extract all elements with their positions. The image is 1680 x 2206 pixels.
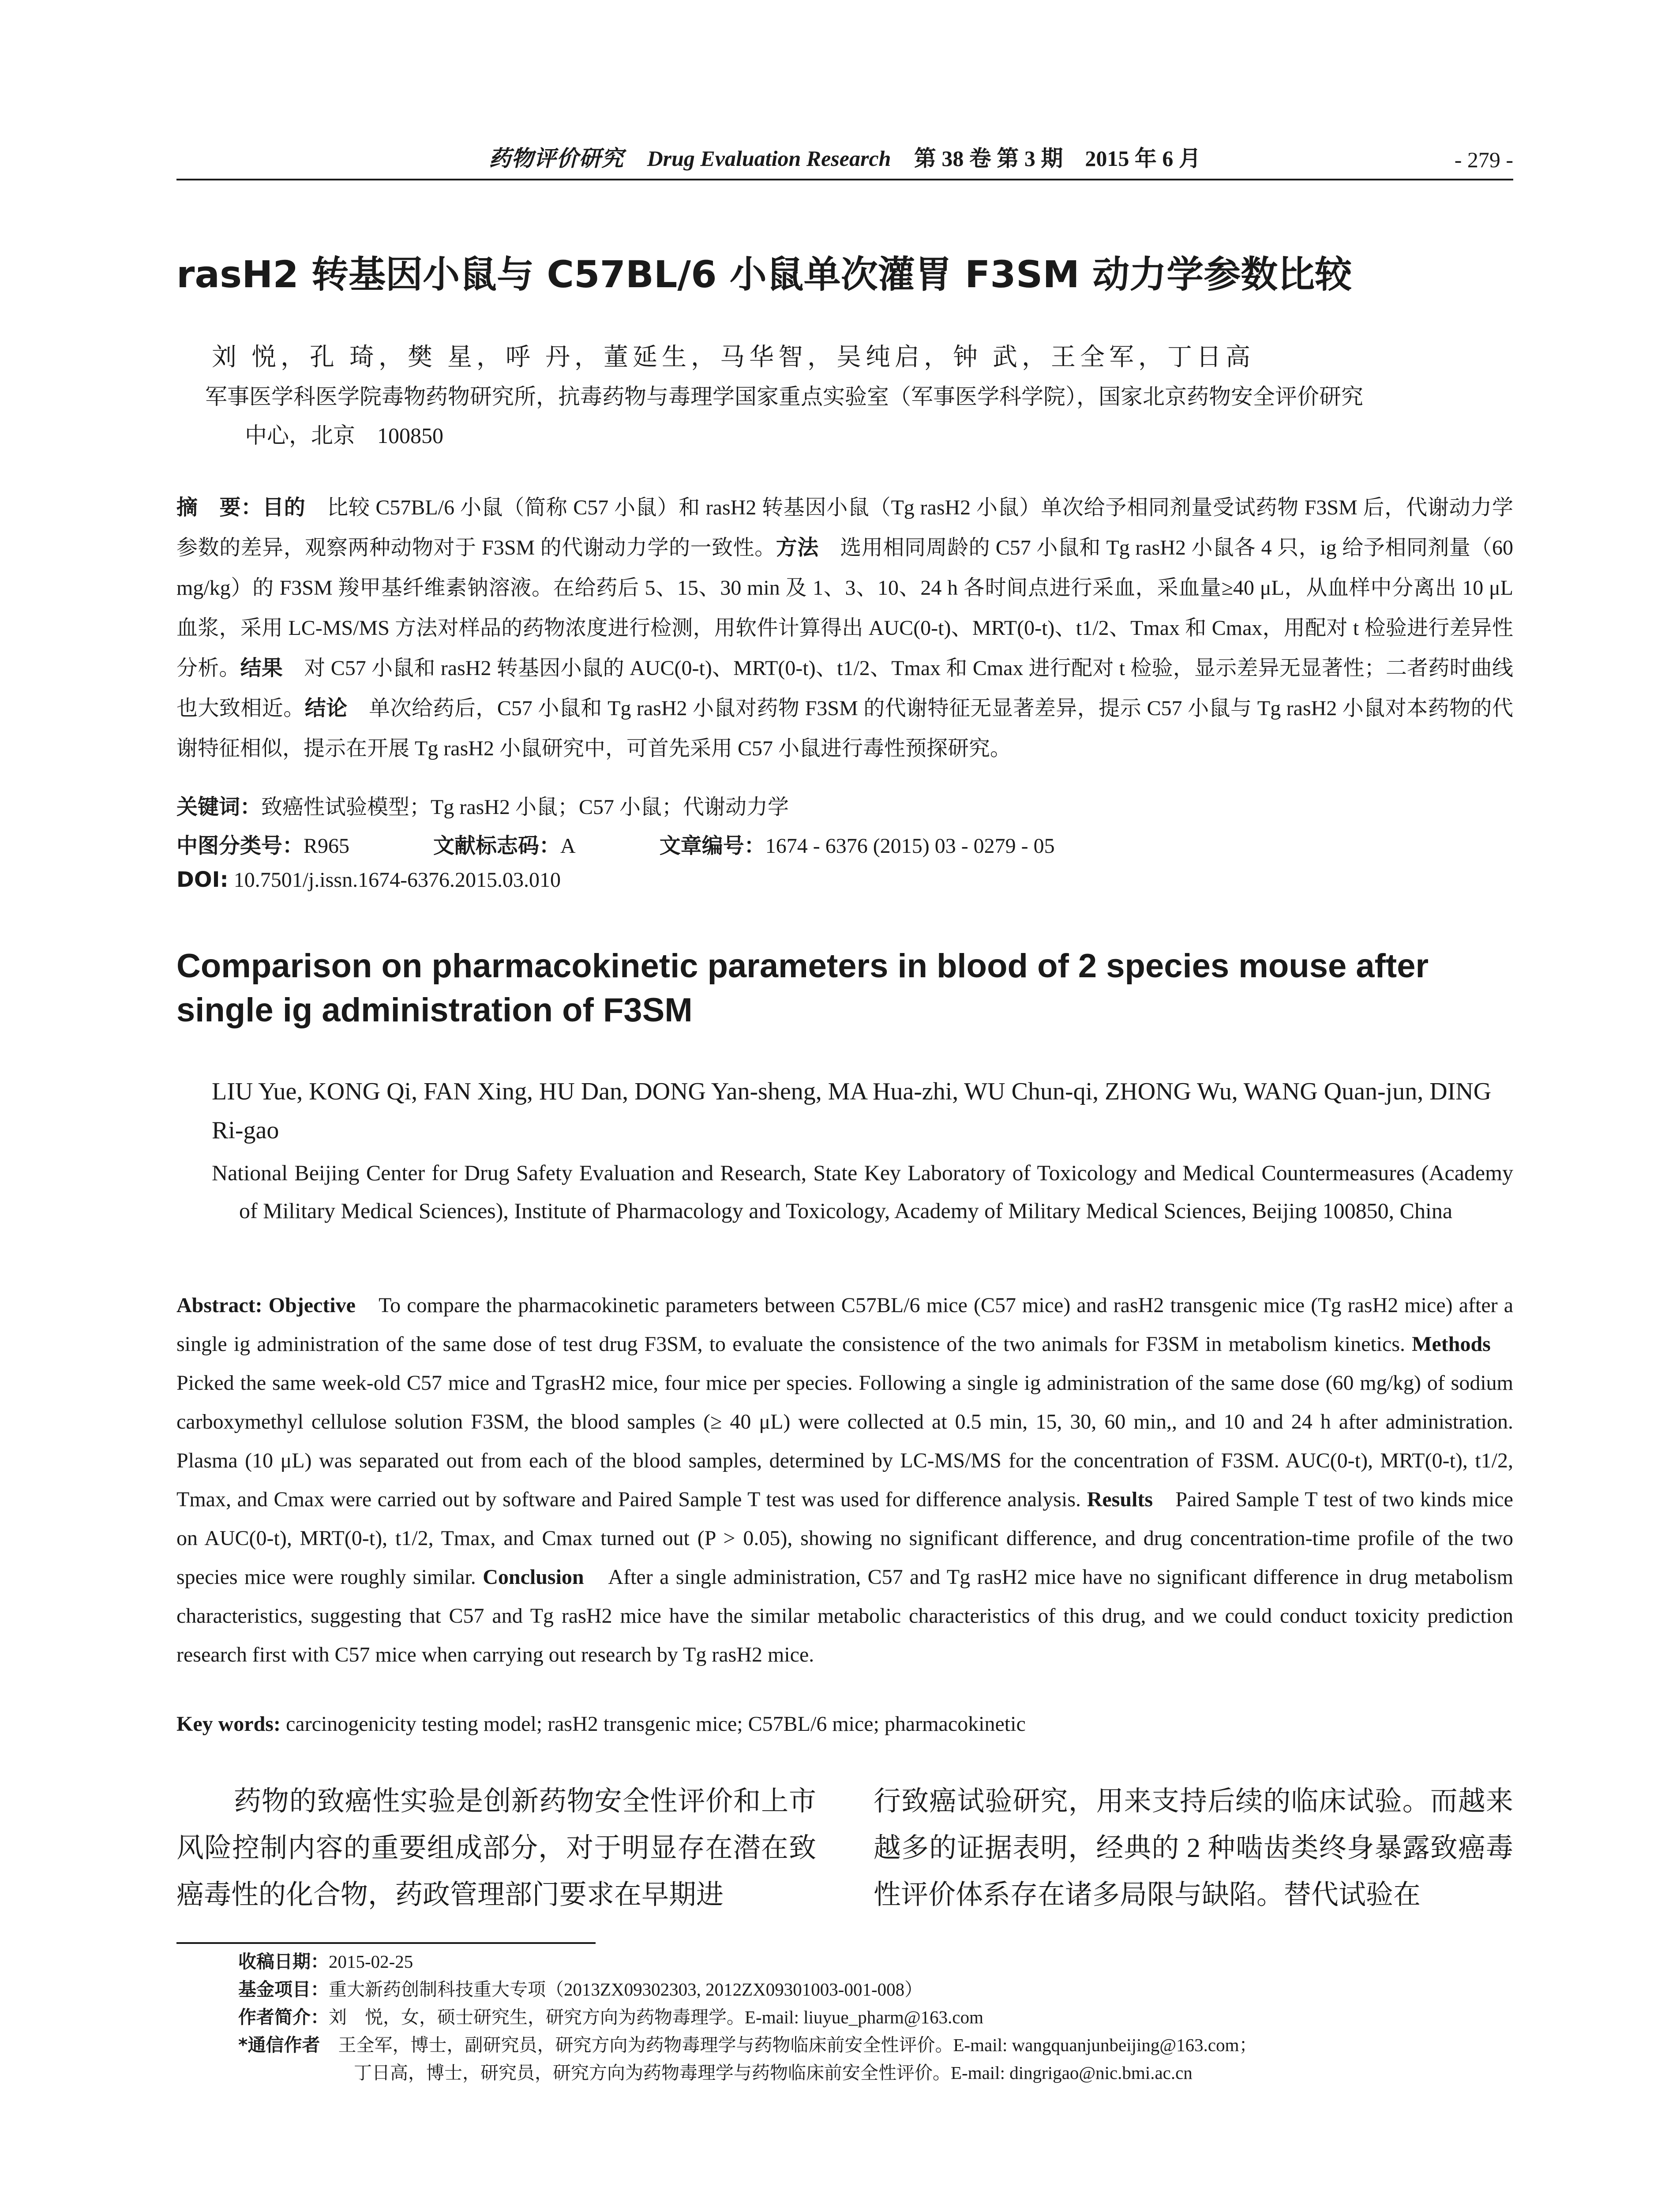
corr-value-2: 丁日高，博士，研究员，研究方向为药物毒理学与药物临床前安全性评价。E-mail: dingrigao@nic.bmi.ac.cn (354, 2063, 1192, 2083)
cn-affiliation-line2: 中心，北京 100850 (245, 423, 443, 448)
issue-info: 第 38 卷 第 3 期 (914, 146, 1063, 171)
fund-value: 重大新药创制科技重大专项（2013ZX09302303, 2012ZX09301003-001-008） (329, 1979, 923, 2000)
author-label: 作者简介： (238, 2007, 329, 2028)
en-title: Comparison on pharmacokinetic parameters in blood of 2 species mouse after single ig administration of F3SM (176, 947, 1429, 1029)
received-label: 收稿日期： (238, 1951, 329, 1972)
en-objective-text: To compare the pharmacokinetic parameters between C57BL/6 mice (C57 mice) and rasH2 transgenic mice (Tg rasH2 mice) after a single ig administration of the same dose of test drug F3SM, to evaluate the consistence of the two animals for F3SM in metabolism kinetics. (176, 1294, 1513, 1356)
en-abstract-label: Abstract: Objective (176, 1294, 356, 1317)
cn-methods-label: 方法 (776, 535, 819, 560)
cn-results-text: 对 C57 小鼠和 rasH2 转基因小鼠的 AUC(0-t)、MRT(0-t)、t1/2、Tmax 和 Cmax 进行配对 t 检验，显示差异无显著性；二者药时曲线也大致相近。 (176, 657, 1513, 720)
doi-label: DOI: (176, 867, 229, 892)
corr-value-1: 王全军，博士，副研究员，研究方向为药物毒理学与药物临床前安全性评价。E-mail: wangquanjunbeijing@163.com； (320, 2035, 1257, 2055)
header-center (176, 141, 1513, 173)
footnote-corresponding (238, 2031, 1513, 2059)
en-methods-label: Methods (1412, 1332, 1491, 1356)
cn-objective-text: 比较 C57BL/6 小鼠（简称 C57 小鼠）和 rasH2 转基因小鼠（Tg rasH2 小鼠）单次给予相同剂量受试药物 F3SM 后，代谢动力学参数的差异，观察两种动物对于 F3SM 的代谢动力学的一致性。 (176, 496, 1513, 559)
en-abstract (176, 1286, 1513, 1674)
cn-affiliation-line1: 军事医学科医学院毒物药物研究所，抗毒药物与毒理学国家重点实验室（军事医学科学院），国家北京药物安全评价研究 (205, 384, 1363, 409)
author-value: 刘 悦，女，硕士研究生，研究方向为药物毒理学。E-mail: liuyue_pharm@163.com (329, 2007, 984, 2027)
cn-keywords-text: 致癌性试验模型；Tg rasH2 小鼠；C57 小鼠；代谢动力学 (261, 795, 789, 819)
issue-date: 2015 年 6 月 (1085, 146, 1201, 171)
cn-keywords-label: 关键词： (176, 795, 262, 819)
page-number: - 279 - (1454, 147, 1513, 172)
fund-label: 基金项目： (238, 1979, 329, 2000)
cn-objective-label: 目的 (262, 495, 306, 520)
en-conclusion-text: After a single administration, C57 and Tg rasH2 mice have no significant difference in drug metabolism characteristics, suggesting that C57 and Tg rasH2 mice have the similar metabolic characteristics of this drug, and we could conduct toxicity prediction research first with C57 mice when carrying out research by Tg rasH2 mice. (176, 1565, 1513, 1666)
body-column-right: 行致癌试验研究，用来支持后续的临床试验。而越来越多的证据表明，经典的 2 种啮齿类终身暴露致癌毒性评价体系存在诸多局限与缺陷。替代试验在 (874, 1786, 1513, 1910)
en-conclusion-label: Conclusion (483, 1565, 584, 1589)
doc-code-label: 文献标志码： (433, 833, 561, 858)
cn-methods-text: 选用相同周龄的 C57 小鼠和 Tg rasH2 小鼠各 4 只，ig 给予相同剂量（60 mg/kg）的 F3SM 羧甲基纤维素钠溶液。在给药后 5、15、30 min 及 1、3、10、24 h 各时间点进行采血，采血量≥40 μL，从血样中分离出 10 μL 血浆，采用 LC-MS/MS 方法对样品的药物浓度进行检测，用软件计算得出 AUC(0-t)、MRT(0-t)、t1/2、Tmax 和 Cmax，用配对 t 检验进行差异性分析。 (176, 536, 1513, 680)
footnote-author (238, 2003, 1513, 2031)
footnotes (238, 1948, 1513, 2087)
cn-affiliation (205, 377, 1515, 455)
cn-abstract (176, 488, 1513, 769)
cn-conclusion-label: 结论 (304, 696, 348, 720)
footnote-corresponding-2 (238, 2059, 1513, 2087)
cn-results-label: 结果 (240, 656, 283, 680)
clc-label: 中图分类号： (176, 833, 304, 858)
en-affiliation: National Beijing Center for Drug Safety Evaluation and Research, State Key Laboratory of Toxicology and Medical Countermeasures (Academy of Military Medical Sciences), Institute of Pharmacology and Toxicology, Academy of Military Medical Sciences, Beijing 100850, China (212, 1160, 1513, 1223)
footnote-received (238, 1948, 1513, 1976)
cn-authors: 刘 悦，孔 琦，樊 星，呼 丹，董延生，马华智，吴纯启，钟 武，王全军，丁日高 (212, 344, 1255, 371)
article-no-label: 文章编号： (659, 833, 765, 858)
en-keywords-text: carcinogenicity testing model; rasH2 transgenic mice; C57BL/6 mice; pharmacokinetic (280, 1712, 1026, 1736)
journal-logo: 药物评价研究 (489, 145, 624, 171)
clc-value: R965 (304, 834, 350, 858)
doi-value[interactable]: 10.7501/j.issn.1674-6376.2015.03.010 (228, 868, 561, 892)
cn-keywords (176, 790, 1513, 820)
running-header (176, 139, 1513, 180)
cn-classification (176, 829, 1513, 859)
body-column-left: 药物的致癌性实验是创新药物安全性评价和上市风险控制内容的重要组成部分，对于明显存在潜在致癌毒性的化合物，药政管理部门要求在早期进 (176, 1786, 816, 1910)
en-methods-text: Picked the same week-old C57 mice and TgrasH2 mice, four mice per species. Following a single ig administration of the same dose (60 mg/kg) of sodium carboxymethyl cellulose solution F3SM, the blood samples (≥ 40 μL) were collected at 0.5 min, 15, 30, 60 min,, and 10 and 24 h after administration. Plasma (10 μL) was separated out from each of the blood samples, determined by LC-MS/MS for the concentration of F3SM. AUC(0-t), MRT(0-t), t1/2, Tmax, and Cmax were carried out by software and Paired Sample T test was used for difference analysis. (176, 1332, 1513, 1511)
doi-line (176, 867, 1513, 892)
en-authors: LIU Yue, KONG Qi, FAN Xing, HU Dan, DONG Yan-sheng, MA Hua-zhi, WU Chun-qi, ZHONG Wu, WANG Quan-jun, DING Ri-gao (212, 1078, 1492, 1144)
received-value: 2015-02-25 (329, 1951, 413, 1972)
corr-label: *通信作者 (238, 2034, 320, 2056)
doc-code-value: A (560, 834, 576, 858)
cn-conclusion-text: 单次给药后，C57 小鼠和 Tg rasH2 小鼠对药物 F3SM 的代谢特征无显著差异，提示 C57 小鼠与 Tg rasH2 小鼠对本药物的代谢特征相似，提示在开展 Tg rasH2 小鼠研究中，可首先采用 C57 小鼠进行毒性预探研究。 (176, 697, 1513, 760)
footnote-fund (238, 1976, 1513, 2003)
cn-abstract-label: 摘 要： (176, 495, 262, 520)
article-no-value: 1674 - 6376 (2015) 03 - 0279 - 05 (765, 834, 1055, 858)
en-results-text: Paired Sample T test of two kinds mice on AUC(0-t), MRT(0-t), t1/2, Tmax, and Cmax turned out (P > 0.05), showing no significant difference, and drug concentration-time profile of the two species mice were roughly similar. (176, 1488, 1513, 1589)
en-results-label: Results (1087, 1488, 1153, 1511)
footnote-divider (176, 1942, 596, 1944)
en-keywords (176, 1712, 1513, 1736)
journal-name: Drug Evaluation Research (647, 146, 891, 171)
en-keywords-label: Key words: (176, 1712, 281, 1736)
cn-title: rasH2 转基因小鼠与 C57BL/6 小鼠单次灌胃 F3SM 动力学参数比较 (176, 253, 1352, 296)
